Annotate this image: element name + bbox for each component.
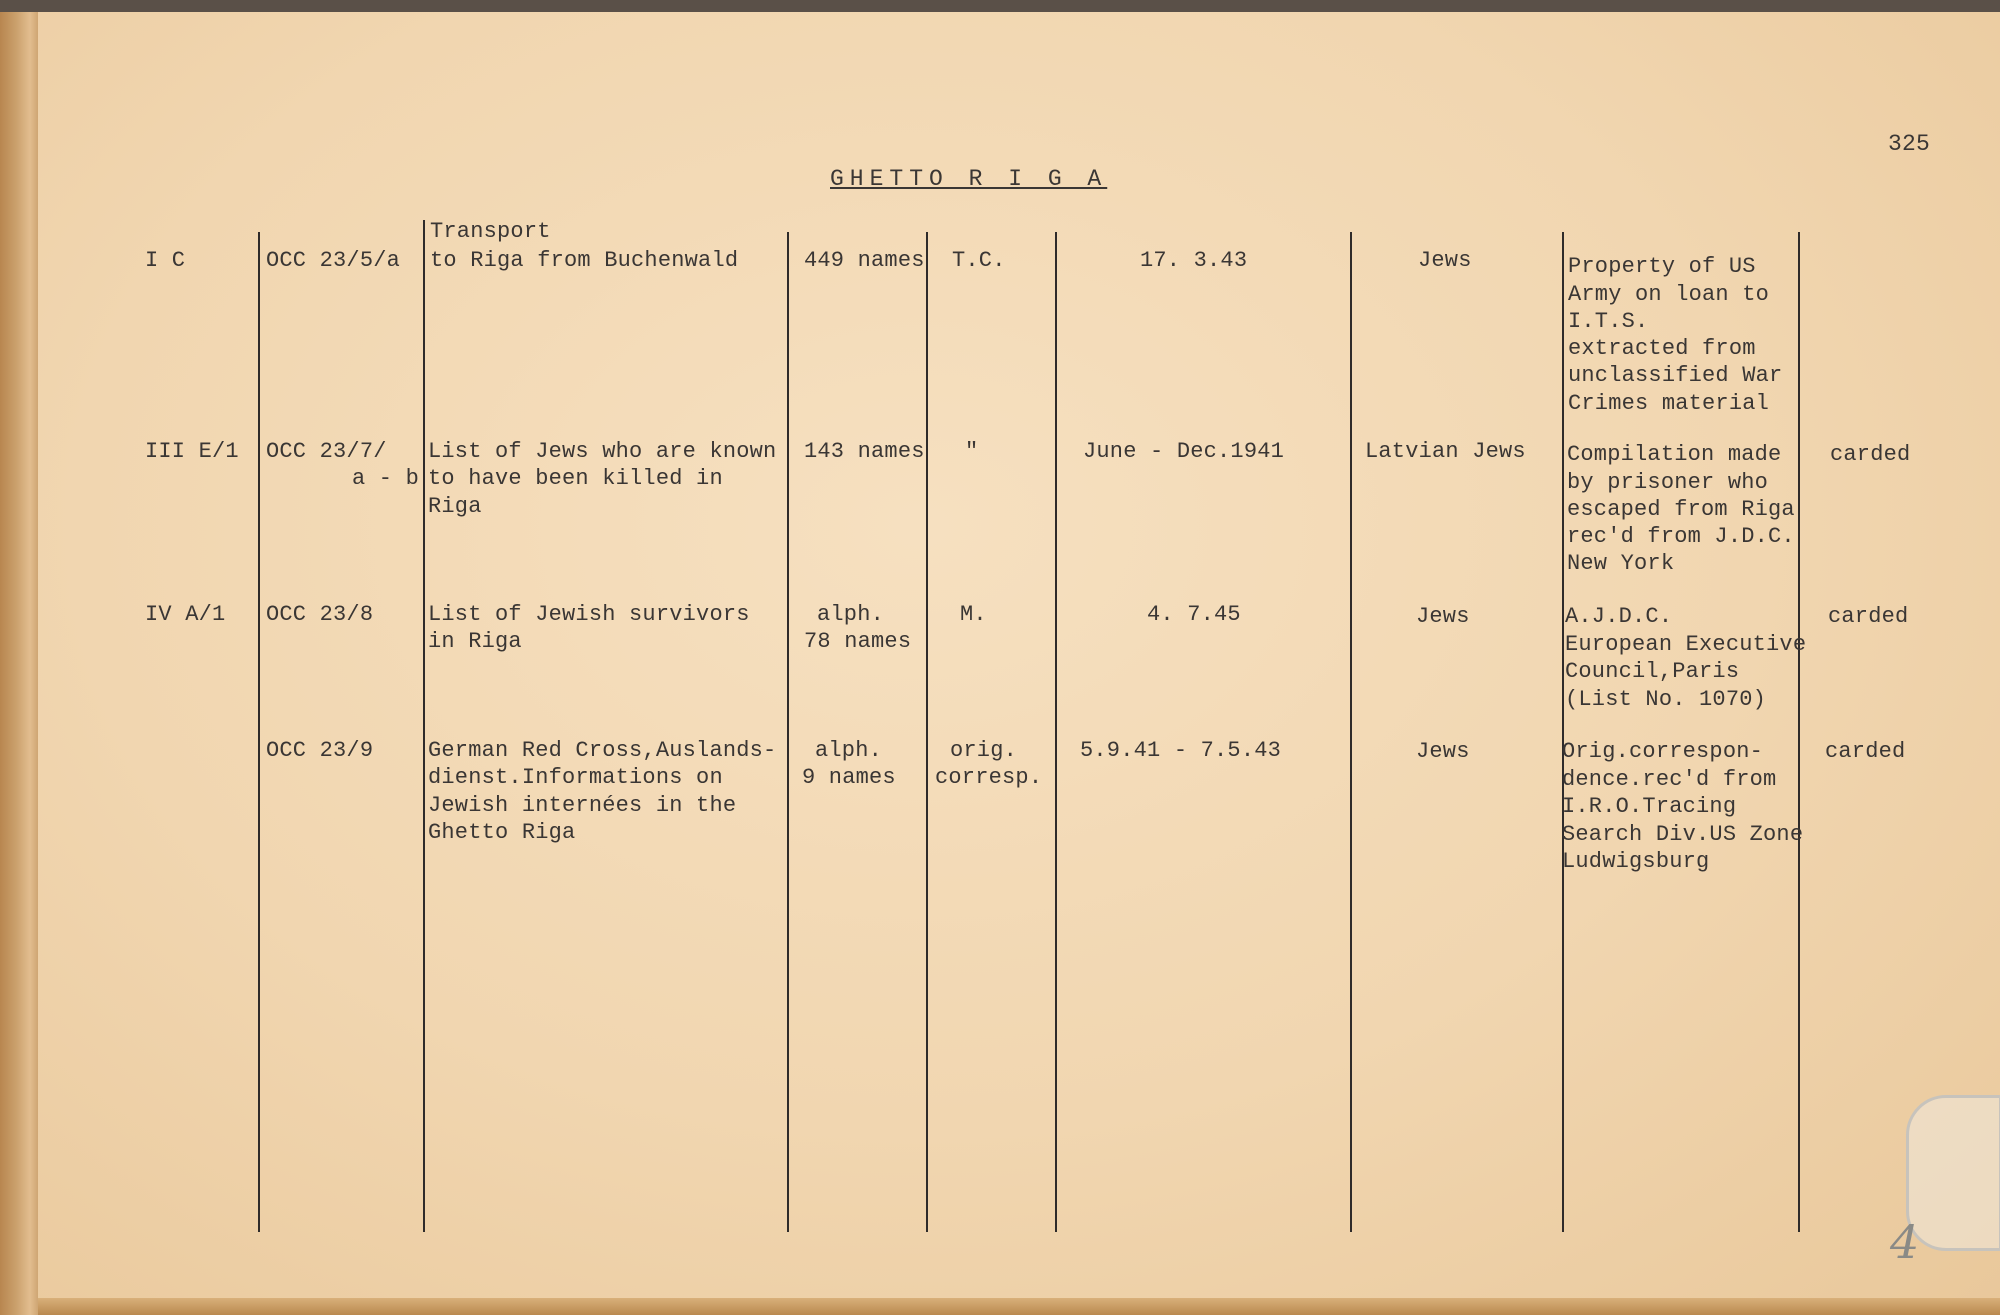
row-2-source-line: escaped from Riga xyxy=(1567,497,1795,522)
row-1-source-line: Crimes material xyxy=(1568,391,1770,416)
column-rule-4 xyxy=(926,232,928,1232)
row-2-description-line: to have been killed in xyxy=(428,466,723,491)
row-3-occ: OCC 23/8 xyxy=(266,602,374,627)
row-4-names-line: alph. xyxy=(815,738,883,763)
row-4-description-line: Ghetto Riga xyxy=(428,820,576,845)
row-2-description-line: Riga xyxy=(428,494,482,519)
row-3-type: M. xyxy=(960,602,987,627)
row-2-source-line: Compilation made xyxy=(1567,442,1782,467)
row-4-date: 5.9.41 - 7.5.43 xyxy=(1080,738,1282,763)
column-rule-5 xyxy=(1055,232,1057,1232)
row-2-description-line: List of Jews who are known xyxy=(428,439,777,464)
row-3-names-line: 78 names xyxy=(804,629,912,654)
row-3-source-line: Council,Paris xyxy=(1565,659,1740,684)
row-2-source-line: by prisoner who xyxy=(1567,470,1769,495)
row-1-source-line: unclassified War xyxy=(1568,363,1783,388)
row-3-ref: IV A/1 xyxy=(145,602,226,627)
paper-clip xyxy=(1906,1095,2000,1251)
row-1-names: 449 names xyxy=(804,248,925,273)
page-title: GHETTO R I G A xyxy=(830,166,1108,192)
row-3-names-line: alph. xyxy=(817,602,885,627)
row-3-description-line: List of Jewish survivors xyxy=(428,602,750,627)
row-3-status: carded xyxy=(1828,604,1909,629)
row-2-status: carded xyxy=(1830,442,1911,467)
row-4-source-line: Ludwigsburg xyxy=(1562,849,1710,874)
row-2-subject: Latvian Jews xyxy=(1365,439,1526,464)
pencil-mark: 4 xyxy=(1890,1215,1920,1269)
row-4-names-line: 9 names xyxy=(802,765,896,790)
row-3-source-line: (List No. 1070) xyxy=(1565,687,1767,712)
bottom-edge xyxy=(38,1298,2000,1315)
row-1-source-line: Army on loan to xyxy=(1568,282,1770,307)
row-4-occ: OCC 23/9 xyxy=(266,738,374,763)
row-1-type: T.C. xyxy=(952,248,1006,273)
column-rule-1 xyxy=(258,232,260,1232)
row-4-status: carded xyxy=(1825,739,1906,764)
page-number: 325 xyxy=(1888,131,1931,157)
row-2-occ-line: a - b xyxy=(352,466,420,491)
column-rule-6 xyxy=(1350,232,1352,1232)
row-4-source-line: Search Div.US Zone xyxy=(1562,822,1804,847)
row-4-type-line: orig. xyxy=(950,738,1018,763)
row-1-description-line: Transport xyxy=(430,219,551,244)
column-rule-3 xyxy=(787,232,789,1232)
row-1-description-line: to Riga from Buchenwald xyxy=(430,248,739,273)
column-rule-7 xyxy=(1562,232,1564,1232)
row-1-occ: OCC 23/5/a xyxy=(266,248,401,273)
row-2-source-line: New York xyxy=(1567,551,1675,576)
row-3-source-line: A.J.D.C. xyxy=(1565,604,1673,629)
row-4-description-line: dienst.Informations on xyxy=(428,765,723,790)
column-rule-8 xyxy=(1798,232,1800,1232)
row-1-source-line: extracted from xyxy=(1568,336,1756,361)
row-2-type: " xyxy=(965,439,979,464)
book-binding xyxy=(0,0,40,1315)
column-rule-2 xyxy=(423,220,425,1232)
row-4-description-line: German Red Cross,Auslands- xyxy=(428,738,777,763)
row-1-subject: Jews xyxy=(1418,248,1472,273)
row-3-source-line: European Executive xyxy=(1565,632,1807,657)
row-1-date: 17. 3.43 xyxy=(1140,248,1248,273)
top-edge xyxy=(0,0,2000,12)
row-4-type-line: corresp. xyxy=(935,765,1043,790)
row-2-occ-line: OCC 23/7/ xyxy=(266,439,387,464)
row-3-date: 4. 7.45 xyxy=(1147,602,1241,627)
row-4-description-line: Jewish internées in the xyxy=(428,793,737,818)
row-4-source-line: dence.rec'd from xyxy=(1562,767,1777,792)
row-3-description-line: in Riga xyxy=(428,629,522,654)
row-1-source-line: I.T.S. xyxy=(1568,309,1649,334)
row-1-source-line: Property of US xyxy=(1568,254,1756,279)
row-4-subject: Jews xyxy=(1416,739,1470,764)
row-3-subject: Jews xyxy=(1416,604,1470,629)
row-4-source-line: Orig.correspon- xyxy=(1562,739,1764,764)
row-2-date: June - Dec.1941 xyxy=(1083,439,1285,464)
row-2-ref: III E/1 xyxy=(145,439,239,464)
row-2-names: 143 names xyxy=(804,439,925,464)
row-4-source-line: I.R.O.Tracing xyxy=(1562,794,1737,819)
row-2-source-line: rec'd from J.D.C. xyxy=(1567,524,1795,549)
row-1-ref: I C xyxy=(145,248,186,273)
